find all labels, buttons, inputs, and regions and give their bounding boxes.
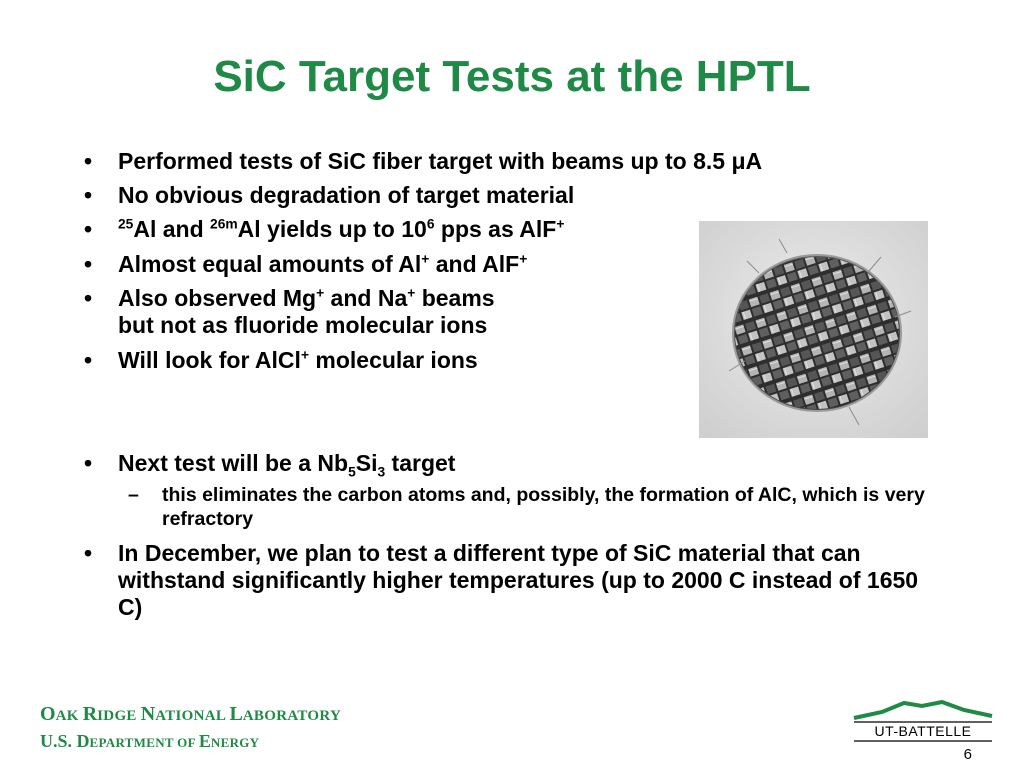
- superscript: +: [519, 251, 528, 267]
- slide-title: SiC Target Tests at the HPTL: [213, 52, 811, 101]
- text-run: Will look for AlCl: [118, 347, 301, 373]
- bullet-text: [118, 216, 564, 243]
- text-run: Si: [355, 450, 378, 476]
- bullet-text: No obvious degradation of target material: [118, 182, 575, 208]
- footer-text: U.S.: [40, 731, 77, 751]
- sub-bullet-text: this eliminates the carbon atoms and, possibly, the formation of AlC, which is very refractory: [162, 484, 925, 530]
- text-run: beams: [415, 285, 495, 311]
- bullet-dot: •: [84, 450, 93, 476]
- footer-text: EPARTMENT OF: [89, 735, 199, 750]
- footer-text: N: [140, 703, 156, 725]
- bullet-dot: •: [84, 216, 93, 242]
- bullet-text: [118, 285, 495, 339]
- bullet-text: [118, 251, 527, 278]
- footer-org-line1: [40, 703, 341, 726]
- footer-text: IDGE: [97, 708, 141, 724]
- superscript: 6: [426, 216, 435, 232]
- superscript: +: [316, 285, 325, 301]
- subscript: 3: [377, 464, 386, 480]
- footer-org-line2: [40, 731, 259, 752]
- footer-text: D: [76, 731, 90, 751]
- footer-text: ATIONAL: [155, 708, 230, 724]
- sic-target-illustration: [699, 221, 928, 438]
- superscript: 26m: [210, 216, 238, 232]
- text-run: Also observed Mg: [118, 285, 317, 311]
- svg-text:UT-BATTELLE: UT-BATTELLE: [874, 723, 972, 739]
- footer-text: E: [198, 731, 211, 751]
- bullet-dot: •: [84, 148, 93, 174]
- superscript: +: [407, 285, 416, 301]
- text-run: Next test will be a Nb: [118, 450, 349, 476]
- sic-fiber-target-photo: [699, 221, 928, 438]
- superscript: +: [300, 347, 309, 363]
- bullet-dot: •: [84, 251, 93, 277]
- text-run: Almost equal amounts of Al: [118, 251, 422, 277]
- mountain-icon: [852, 700, 994, 746]
- bullet-dot: •: [84, 285, 93, 311]
- footer-text: L: [229, 703, 243, 725]
- text-run: target: [385, 450, 456, 476]
- bullet-text: [118, 450, 456, 480]
- bullet-dot: •: [84, 347, 93, 373]
- footer-text: AK: [55, 708, 83, 724]
- bullet-text: [118, 347, 478, 374]
- ut-battelle-logo: [852, 700, 994, 746]
- superscript: +: [421, 251, 430, 267]
- text-run: Al and: [133, 216, 211, 242]
- superscript: +: [556, 216, 565, 232]
- subscript: 5: [348, 464, 356, 480]
- bullet-text: Performed tests of SiC fiber target with beams up to 8.5 μA: [118, 148, 763, 174]
- sub-bullet-dash: –: [128, 484, 139, 506]
- text-run: and Na: [324, 285, 408, 311]
- text-run: Al yields up to 10: [237, 216, 427, 242]
- bullet-text: In December, we plan to test a different type of SiC material that can withstand significantly higher temperatures (up to 2000 C instead of 1650 C): [118, 540, 919, 620]
- superscript: 25: [118, 216, 134, 232]
- footer-text: O: [40, 703, 56, 725]
- text-run: pps as AlF: [434, 216, 557, 242]
- text-run: molecular ions: [309, 347, 478, 373]
- text-run: but not as fluoride molecular ions: [118, 312, 488, 338]
- footer-text: NERGY: [210, 735, 260, 750]
- bullet-dot: •: [84, 540, 93, 566]
- footer-text: ABORATORY: [242, 708, 342, 724]
- text-run: and AlF: [429, 251, 520, 277]
- bullet-dot: •: [84, 182, 93, 208]
- footer-text: R: [82, 703, 98, 725]
- page-number: 6: [963, 746, 972, 763]
